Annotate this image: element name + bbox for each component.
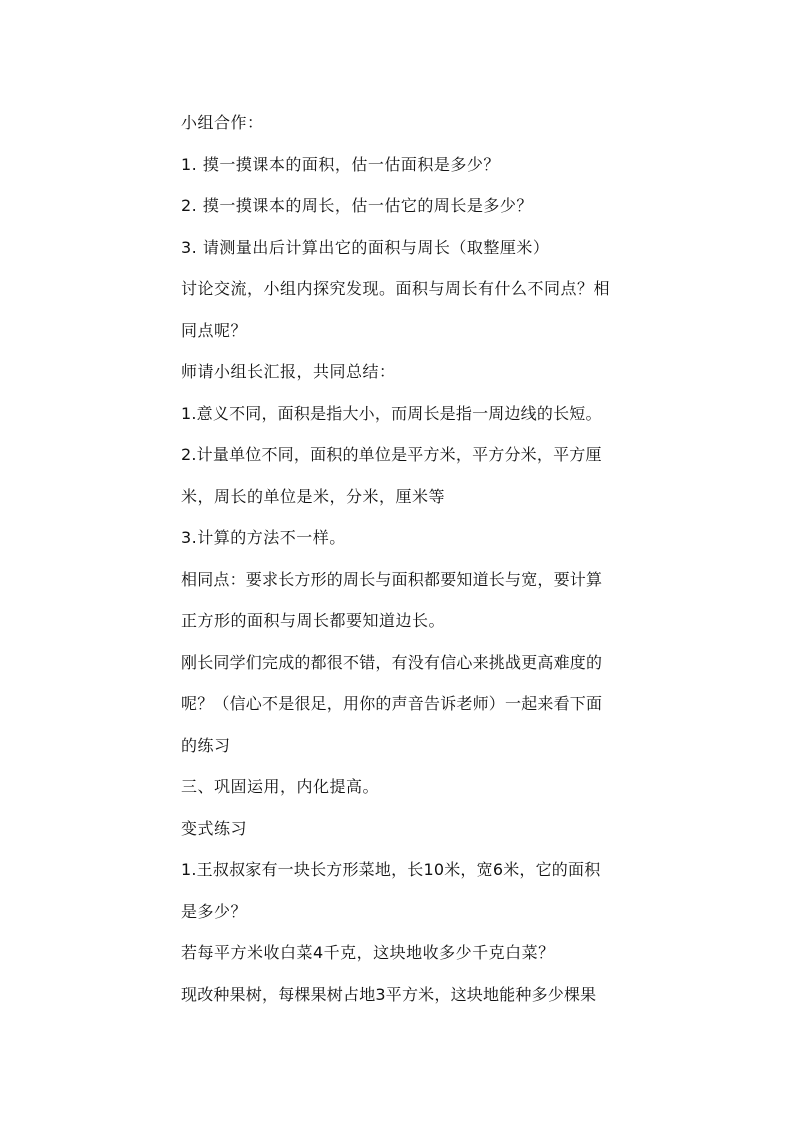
document-body [181, 102, 681, 1015]
exercise-1-cabbage-question: 若每平方米收白菜4千克，这块地收多少千克白菜？ [181, 943, 555, 962]
exercise-1-fruit-tree-question: 现改种果树，每棵果树占地3平方米，这块地能种多少棵果 [181, 984, 597, 1004]
subheading-variant-practice: 变式练习 [181, 818, 248, 838]
paragraph-discussion-line-2: 同点呢？ [181, 320, 248, 340]
paragraph-challenge-line-1: 刚长同学们完成的都很不错，有没有信心来挑战更高难度的 [181, 652, 603, 672]
paragraph-similarities-line-1: 相同点：要求长方形的周长与面积都要知道长与宽，要计算 [181, 569, 603, 589]
task-item-2: 2. 摸一摸课本的周长，估一估它的周长是多少？ [181, 196, 533, 215]
summary-item-2-line-1: 2.计量单位不同，面积的单位是平方米，平方分米，平方厘 [181, 445, 602, 464]
paragraph-discussion-line-1: 讨论交流，小组内探究发现。面积与周长有什么不同点？相 [181, 279, 611, 298]
paragraph-summary-intro: 师请小组长汇报，共同总结： [181, 362, 396, 381]
exercise-1-line-2: 是多少？ [181, 901, 248, 921]
summary-item-3: 3.计算的方法不一样。 [181, 528, 346, 547]
summary-item-1: 1.意义不同，面积是指大小，而周长是指一周边线的长短。 [181, 403, 602, 423]
section-heading-group-work: 小组合作： [181, 113, 264, 132]
task-item-1: 1. 摸一摸课本的面积，估一估面积是多少？ [181, 154, 500, 174]
paragraph-challenge-line-2: 呢？（信心不是很足，用你的声音告诉老师）一起来看下面 [181, 694, 603, 713]
exercise-1-line-1: 1.王叔叔家有一块长方形菜地，长10米，宽6米，它的面积 [181, 860, 601, 879]
section-heading-consolidation: 三、巩固运用，内化提高。 [181, 777, 380, 796]
summary-item-2-line-2: 米，周长的单位是米，分米，厘米等 [181, 486, 446, 506]
paragraph-similarities-line-2: 正方形的面积与周长都要知道边长。 [181, 611, 446, 630]
paragraph-challenge-line-3: 的练习 [181, 735, 231, 755]
task-item-3: 3. 请测量出后计算出它的面积与周长（取整厘米） [181, 237, 550, 257]
